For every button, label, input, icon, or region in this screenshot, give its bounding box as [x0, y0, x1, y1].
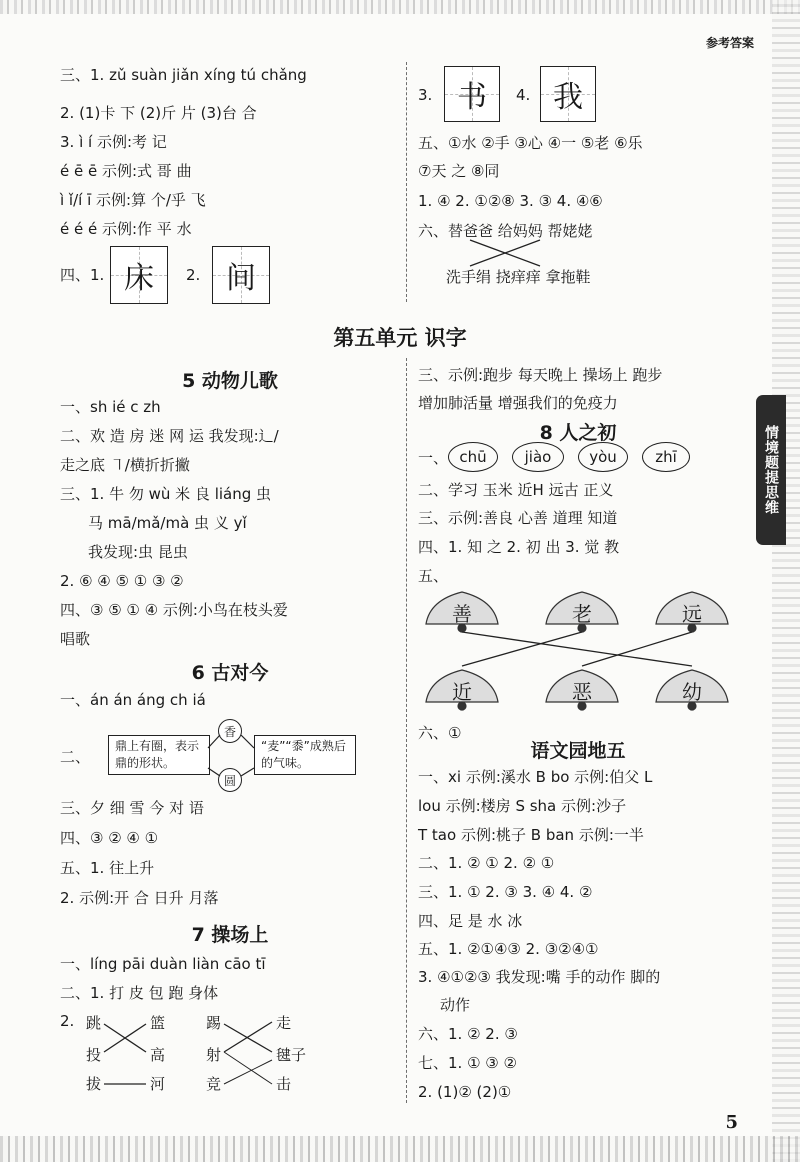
answer-line: 2. ⑥ ④ ⑤ ① ③ ② [60, 572, 184, 590]
answer-line: 六、1. ② 2. ③ [418, 1025, 518, 1043]
match-word: 走 [276, 1014, 292, 1032]
answer-line: 一、án án áng ch iá [60, 691, 206, 709]
answer-line: 动作 [440, 996, 471, 1014]
answer-line: 增加肺活量 增强我们的免疫力 [418, 394, 618, 412]
lesson-title: 6 古对今 [191, 662, 269, 684]
answer-line: 洗手绢 挠痒痒 拿拖鞋 [446, 268, 591, 286]
answer-line: 四、1. 知 之 2. 初 出 3. 觉 教 [418, 538, 620, 556]
grid-character: 间 [226, 261, 256, 296]
match-word: 踢 [206, 1014, 222, 1032]
match-word: 射 [206, 1046, 222, 1064]
match-word: 竞 [206, 1075, 222, 1093]
tianzige-box [110, 246, 168, 304]
fan-character: 幼 [682, 680, 702, 704]
fan-character: 近 [452, 680, 472, 704]
lesson-title: 8 人之初 [539, 422, 617, 444]
answer-line: 一、xi 示例:溪水 B bo 示例:伯父 L [418, 768, 653, 786]
explanation-box: 鼎上有圈，表示鼎的形状。 [108, 735, 210, 775]
answer-line: 3. ì í 示例:考 记 [60, 133, 167, 151]
grid-character: 书 [457, 80, 487, 115]
answer-line: 五、1. ②①④③ 2. ③②④① [418, 940, 599, 958]
fan-character: 老 [572, 602, 592, 626]
answer-label: 2. [60, 1012, 75, 1030]
answer-line: T tao 示例:桃子 B ban 示例:一半 [418, 826, 644, 844]
answer-line: 三、夕 细 雪 今 对 语 [60, 799, 204, 817]
answer-line: ⑦天 之 ⑧同 [418, 162, 500, 180]
pinyin-oval: jiào [512, 442, 564, 472]
match-word: 投 [86, 1046, 102, 1064]
answer-label: 五、 [418, 567, 449, 585]
answer-line: 我发现:虫 昆虫 [88, 543, 188, 561]
match-word: 毽子 [276, 1046, 307, 1064]
answer-line: 三、1. 牛 勿 wù 米 良 liáng 虫 [60, 485, 272, 503]
tianzige-box [540, 66, 596, 122]
answer-line: 四、③ ② ④ ① [60, 829, 159, 847]
lesson-title: 7 操场上 [191, 924, 269, 946]
answer-line: 三、示例:善良 心善 道理 知道 [418, 509, 618, 527]
answer-line: 三、1. ① 2. ③ 3. ④ 4. ② [418, 883, 593, 901]
answer-line: 3. ④①②③ 我发现:嘴 手的动作 脚的 [418, 968, 661, 986]
match-word: 拔 [86, 1075, 102, 1093]
answer-line: 2. (1)② (2)① [418, 1083, 512, 1101]
side-tab: 情境题提思维 [756, 395, 786, 545]
match-word: 高 [150, 1046, 166, 1064]
answer-label: 一、 [418, 449, 449, 467]
answer-line: 五、①水 ②手 ③心 ④一 ⑤老 ⑥乐 [418, 134, 643, 152]
answer-label: 四、1. [60, 266, 105, 284]
answer-line: 2. 示例:开 合 日升 月落 [60, 889, 219, 907]
grid-character: 我 [553, 80, 583, 115]
answer-line: 二、1. 打 皮 包 跑 身体 [60, 984, 219, 1002]
answer-line: lou 示例:楼房 S sha 示例:沙子 [418, 797, 627, 815]
answer-line: 二、1. ② ① 2. ② ① [418, 854, 555, 872]
answer-circle: 圆 [218, 768, 242, 792]
answer-label: 二、 [60, 748, 91, 766]
tianzige-box [212, 246, 270, 304]
answer-label: 4. [516, 86, 531, 104]
answer-line: 一、líng pāi duàn liàn cāo tī [60, 955, 266, 973]
explanation-box: “麦”“黍”成熟后的气味。 [254, 735, 356, 775]
answer-line: 1. ④ 2. ①②⑧ 3. ③ 4. ④⑥ [418, 192, 603, 210]
unit-title: 第五单元 识字 [333, 326, 467, 350]
match-word: 跳 [86, 1014, 102, 1032]
answer-line: 七、1. ① ③ ② [418, 1054, 517, 1072]
answer-line: 一、sh ié c zh [60, 398, 161, 416]
answer-line: 四、③ ⑤ ① ④ 示例:小鸟在枝头爱 [60, 601, 288, 619]
answer-line: 马 mā/mǎ/mà 虫 义 yǐ [88, 514, 247, 532]
tianzige-box [444, 66, 500, 122]
match-word: 河 [150, 1075, 166, 1093]
answer-line: 六、① [418, 724, 462, 742]
pinyin-oval: yòu [578, 442, 628, 472]
match-word: 击 [276, 1075, 292, 1093]
lesson-title: 5 动物儿歌 [182, 370, 278, 392]
pinyin-oval: chū [448, 442, 498, 472]
answer-line: 二、欢 造 房 迷 网 运 我发现:辶/ [60, 427, 279, 445]
answer-line: 二、学习 玉米 近H 远古 正义 [418, 481, 614, 499]
answer-line: 四、足 是 水 冰 [418, 912, 523, 930]
answer-line: 三、1. zǔ suàn jiǎn xíng tú chǎng [60, 66, 307, 84]
fan-character: 善 [452, 602, 472, 626]
grid-character: 床 [124, 261, 154, 296]
answer-line: 六、替爸爸 给妈妈 帮姥姥 [418, 222, 593, 240]
answer-circle: 香 [218, 719, 242, 743]
answer-line: é é é 示例:作 平 水 [60, 220, 192, 238]
fan-character: 远 [682, 602, 702, 626]
answer-line: 五、1. 往上升 [60, 859, 155, 877]
answer-line: 走之底 ㇕/横折折撇 [60, 456, 190, 474]
answer-line: 三、示例:跑步 每天晚上 操场上 跑步 [418, 366, 663, 384]
answer-label: 3. [418, 86, 433, 104]
answer-line: ì ǐ/í ī 示例:算 个/乎 飞 [60, 191, 206, 209]
answer-line: é ē ē 示例:式 哥 曲 [60, 162, 192, 180]
answer-label: 2. [186, 266, 201, 284]
answer-line: 2. (1)卡 下 (2)斤 片 (3)台 合 [60, 104, 257, 122]
section-title: 语文园地五 [530, 740, 626, 762]
pinyin-oval: zhī [642, 442, 690, 472]
fan-character: 恶 [572, 680, 592, 704]
match-word: 篮 [150, 1014, 166, 1032]
answer-line: 唱歌 [60, 630, 91, 648]
page-header: 参考答案 [705, 36, 754, 50]
page-number: 5 [725, 1112, 738, 1133]
